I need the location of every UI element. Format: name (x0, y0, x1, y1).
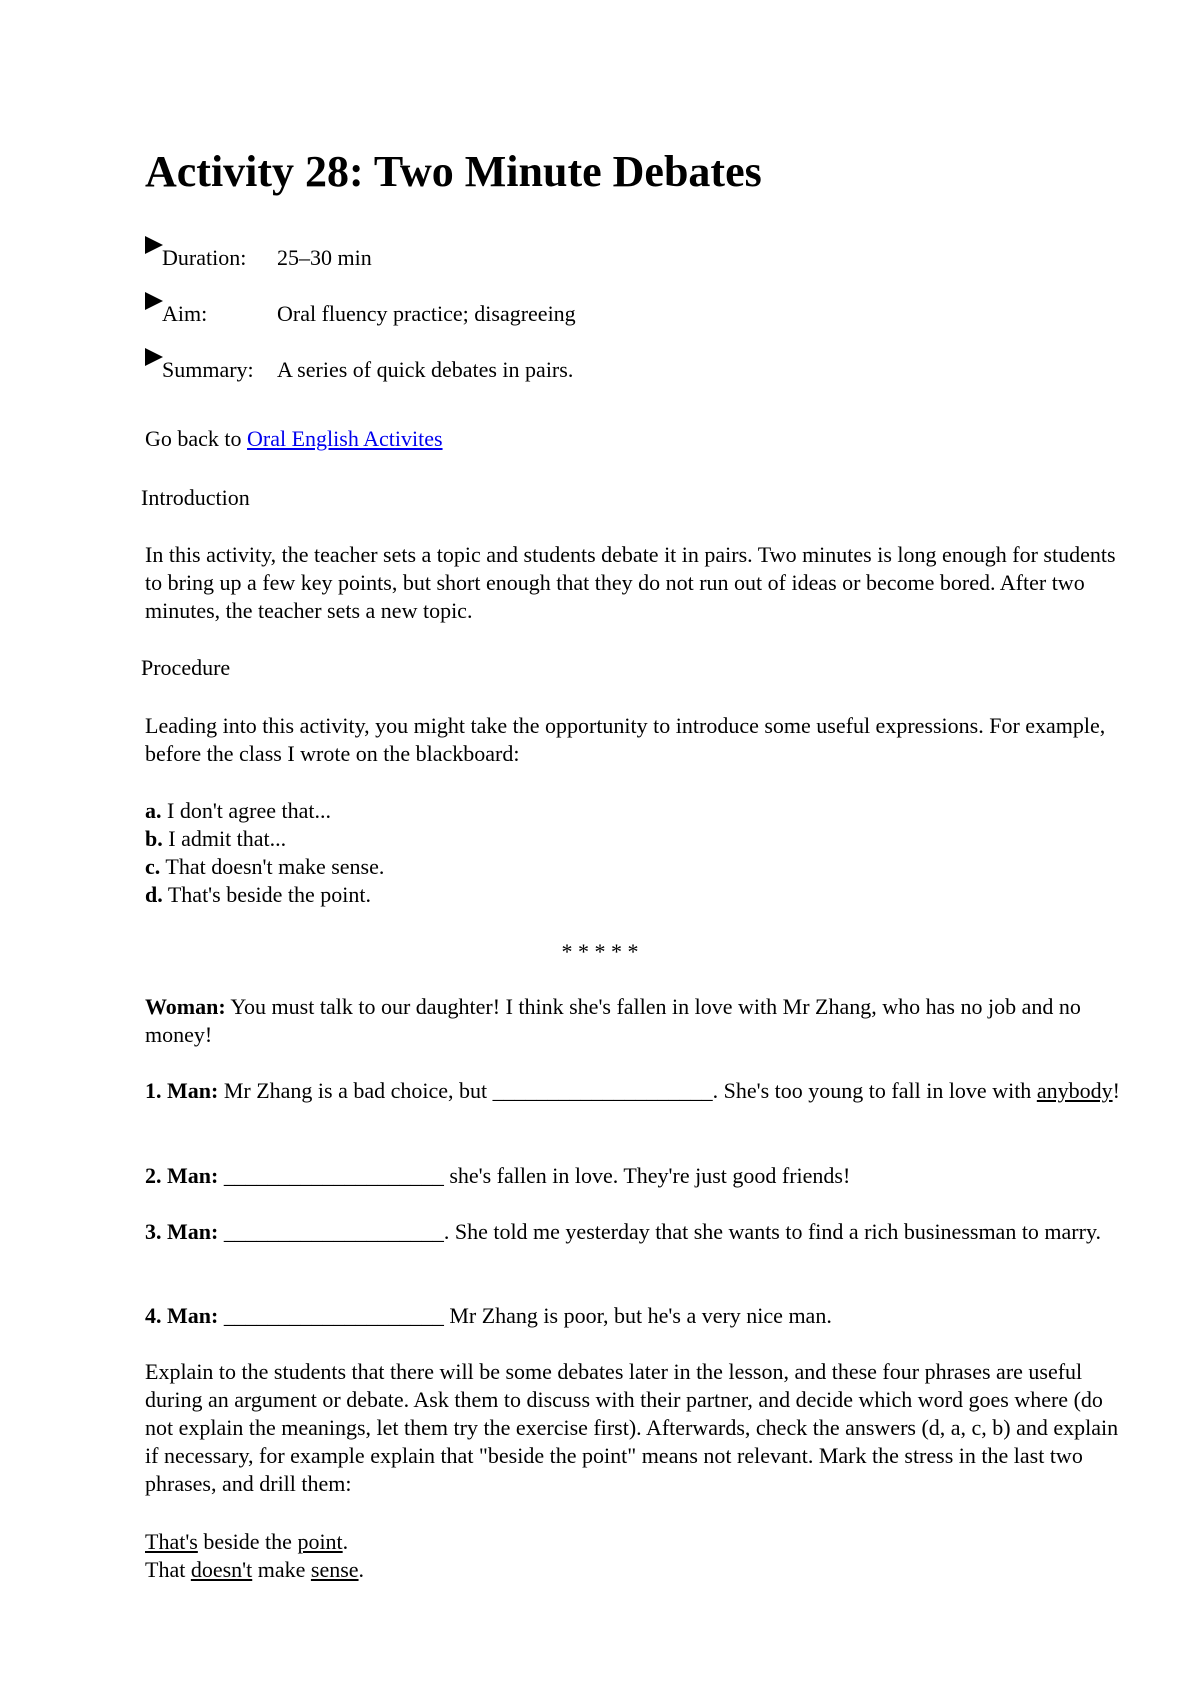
meta-value: 25–30 min (277, 245, 372, 270)
stress-line: That's beside the point. (145, 1529, 349, 1554)
dialogue-line-3: 3. Man: ____________________. She told me yesterday that she wants to find a rich businessman to marry. (145, 1219, 1102, 1244)
list-item: d. That's beside the point. (145, 882, 372, 907)
meta-value: A series of quick debates in pairs. (277, 357, 574, 382)
answer-blank: ____________________ (223, 1219, 444, 1244)
intro-paragraph: In this activity, the teacher sets a topic and students debate it in pairs. Two minutes is long enough for students to bring up a few key points, but short enough that they do not run out of ideas or become bored. After two minutes, the teacher sets a new topic. (145, 542, 1116, 623)
meta-label: Summary: (162, 357, 254, 382)
speaker-label: 3. Man: (145, 1219, 219, 1244)
stress-line: That doesn't make sense. (145, 1557, 365, 1582)
list-item: b. I admit that... (145, 826, 287, 851)
dialogue-woman: Woman: You must talk to our daughter! I think she's fallen in love with Mr Zhang, who has no job and no money! (145, 994, 1081, 1047)
speaker-label: 4. Man: (145, 1303, 219, 1328)
section-heading-procedure: Procedure (141, 655, 231, 680)
expression-list (145, 797, 1135, 909)
dialogue-line-2: 2. Man: ____________________ she's fallen in love. They're just good friends! (145, 1163, 851, 1188)
speaker-label: 1. Man: (145, 1078, 219, 1103)
triangle-bullet-icon (145, 236, 163, 254)
section-heading-introduction: Introduction (141, 485, 250, 510)
speaker-label: Woman: (145, 994, 226, 1019)
page-title: Activity 28: Two Minute Debates (145, 147, 762, 196)
back-link-line (145, 425, 1135, 453)
dialogue-line-4: 4. Man: ____________________ Mr Zhang is poor, but he's a very nice man. (145, 1303, 832, 1328)
triangle-bullet-icon (145, 292, 163, 310)
back-prefix: Go back to (145, 426, 248, 451)
meta-label: Duration: (162, 245, 247, 270)
stress-examples (145, 1528, 1135, 1584)
triangle-bullet-icon (145, 348, 163, 366)
underlined-word: anybody (1036, 1078, 1113, 1103)
explain-paragraph: Explain to the students that there will be some debates later in the lesson, and these four phrases are useful during an argument or debate. Ask them to discuss with their partner, and decide which word goes where (do not explain the meanings, let them try the exercise first). Afterwards, check the answers (d, a, c, b) and explain if necessary, for example explain that "beside the point" means not relevant. Mark the stress in the last two phrases, and drill them: (145, 1359, 1119, 1496)
section-separator: * * * * * (561, 939, 639, 964)
dialogue-line-1: 1. Man: Mr Zhang is a bad choice, but ____________________. She's too young to fall in love with anybody! (145, 1078, 1120, 1103)
answer-blank: ____________________ (492, 1078, 713, 1103)
speaker-label: 2. Man: (145, 1163, 219, 1188)
list-item: c. That doesn't make sense. (145, 854, 385, 879)
oral-english-activities-link[interactable]: Oral English Activites (247, 426, 443, 451)
meta-value: Oral fluency practice; disagreeing (277, 301, 576, 326)
meta-label: Aim: (162, 301, 208, 326)
list-item: a. I don't agree that... (145, 798, 332, 823)
procedure-paragraph: Leading into this activity, you might take the opportunity to introduce some useful expressions. For example, before the class I wrote on the blackboard: (145, 713, 1106, 766)
answer-blank: ____________________ (223, 1303, 444, 1328)
answer-blank: ____________________ (223, 1163, 444, 1188)
